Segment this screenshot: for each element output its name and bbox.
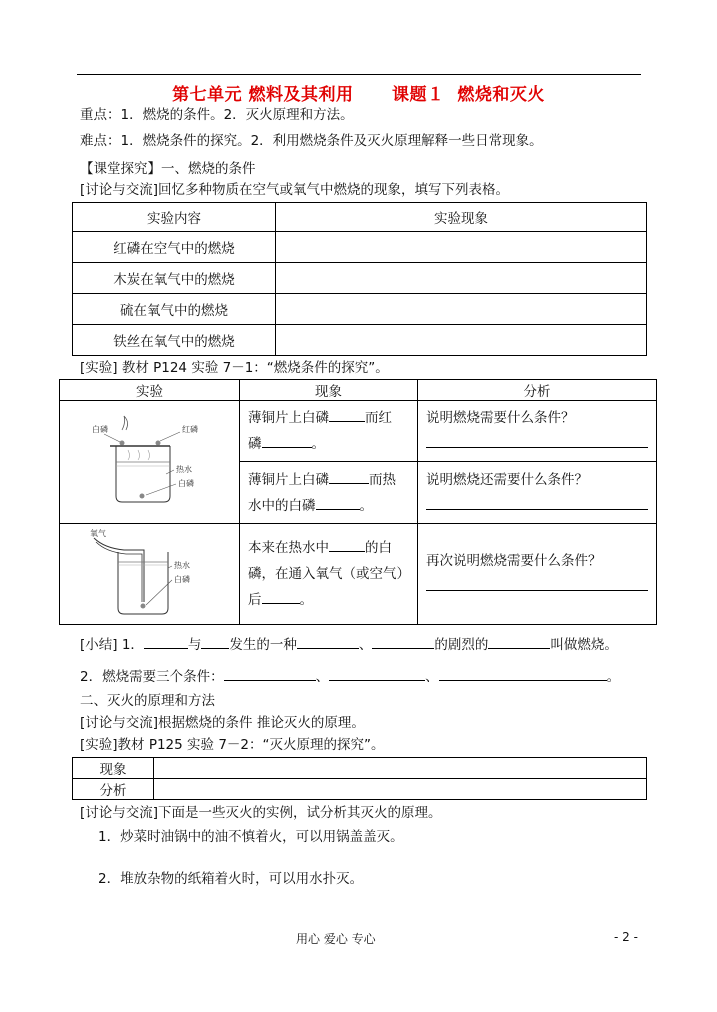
fig2-label-hot-water: 热水 bbox=[174, 561, 190, 570]
example-1: 1．炒菜时油锅中的油不慎着火，可以用锅盖盖灭。 bbox=[98, 829, 404, 845]
example-2: 2．堆放杂物的纸箱着火时，可以用水扑灭。 bbox=[98, 871, 364, 887]
table2-header-analysis: 分析 bbox=[418, 380, 657, 401]
table1-answer-2[interactable] bbox=[276, 263, 647, 294]
experiment1: [实验] 教材 P124 实验 7－1：“燃烧条件的探究”。 bbox=[80, 360, 389, 376]
table3-answer-phenomena[interactable] bbox=[154, 758, 647, 779]
table3-row-analysis: 分析 bbox=[73, 779, 154, 800]
table1-row-1: 红磷在空气中的燃烧 bbox=[73, 232, 276, 263]
summary-line-1: [小结] 1． 与 发生的一种 、 的剧烈的 叫做燃烧。 bbox=[80, 634, 618, 654]
table-extinguish-experiment bbox=[72, 757, 647, 800]
table-combustion-phenomena bbox=[72, 202, 647, 356]
table3-answer-analysis[interactable] bbox=[154, 779, 647, 800]
table1-row-2: 木炭在氧气中的燃烧 bbox=[73, 263, 276, 294]
discussion1: [讨论与交流]回忆多种物质在空气或氧气中燃烧的现象，填写下列表格。 bbox=[80, 182, 510, 198]
table1-header-content: 实验内容 bbox=[73, 203, 276, 232]
section2-heading: 二、灭火的原理和方法 bbox=[80, 693, 215, 709]
page-title: 第七单元 燃料及其利用 课题１ 燃烧和灭火 bbox=[172, 85, 545, 105]
table2-header-phenomena: 现象 bbox=[240, 380, 418, 401]
discussion3: [讨论与交流]下面是一些灭火的实例，试分析其灭火的原理。 bbox=[80, 805, 442, 821]
fig2-label-white-phosphorus: 白磷 bbox=[174, 575, 190, 584]
beaker-copper-sheet-figure bbox=[70, 410, 230, 510]
header-rule bbox=[77, 74, 641, 75]
row3-observation: 本来在热水中 的白 磷，在通入氧气（或空气） 后 。 bbox=[240, 524, 418, 625]
fig2-label-oxygen: 氧气 bbox=[90, 529, 106, 538]
experiment2: [实验]教材 P125 实验 7－2：“灭火原理的探究”。 bbox=[80, 737, 385, 753]
table1-header-phenomena: 实验现象 bbox=[276, 203, 647, 232]
table2-header-experiment: 实验 bbox=[60, 380, 240, 401]
fig1-label-red-phosphorus: 红磷 bbox=[182, 425, 198, 434]
footer-center: 用心 爱心 专心 bbox=[296, 932, 376, 946]
row2-observation: 薄铜片上白磷 而热 水中的白磷 。 bbox=[240, 462, 418, 524]
row3-analysis: 再次说明燃烧需要什么条件？ bbox=[418, 524, 657, 625]
beaker-oxygen-tube-figure bbox=[70, 528, 230, 623]
table1-answer-1[interactable] bbox=[276, 232, 647, 263]
table3-row-phenomena: 现象 bbox=[73, 758, 154, 779]
section1-heading: 【课堂探究】一、燃烧的条件 bbox=[80, 161, 256, 177]
discussion2: [讨论与交流]根据燃烧的条件 推论灭火的原理。 bbox=[80, 715, 365, 731]
fig1-label-white-phosphorus-2: 白磷 bbox=[178, 479, 194, 488]
summary-line-2: 2．燃烧需要三个条件： 、 、 。 bbox=[80, 666, 620, 686]
row2-analysis: 说明燃烧还需要什么条件？ bbox=[418, 462, 657, 524]
difficulties: 难点：1．燃烧条件的探究。2．利用燃烧条件及灭火原理解释一些日常现象。 bbox=[80, 133, 543, 149]
footer-page-number: - 2 - bbox=[614, 930, 638, 944]
row1-observation: 薄铜片上白磷 而红 磷 。 bbox=[240, 401, 418, 462]
fig1-label-white-phosphorus: 白磷 bbox=[92, 425, 108, 434]
table1-answer-3[interactable] bbox=[276, 294, 647, 325]
row1-analysis: 说明燃烧需要什么条件？ bbox=[418, 401, 657, 462]
table1-row-4: 铁丝在氧气中的燃烧 bbox=[73, 325, 276, 356]
table1-answer-4[interactable] bbox=[276, 325, 647, 356]
fig1-label-hot-water: 热水 bbox=[176, 465, 192, 474]
table1-row-3: 硫在氧气中的燃烧 bbox=[73, 294, 276, 325]
key-points: 重点：1．燃烧的条件。2．灭火原理和方法。 bbox=[80, 107, 354, 123]
